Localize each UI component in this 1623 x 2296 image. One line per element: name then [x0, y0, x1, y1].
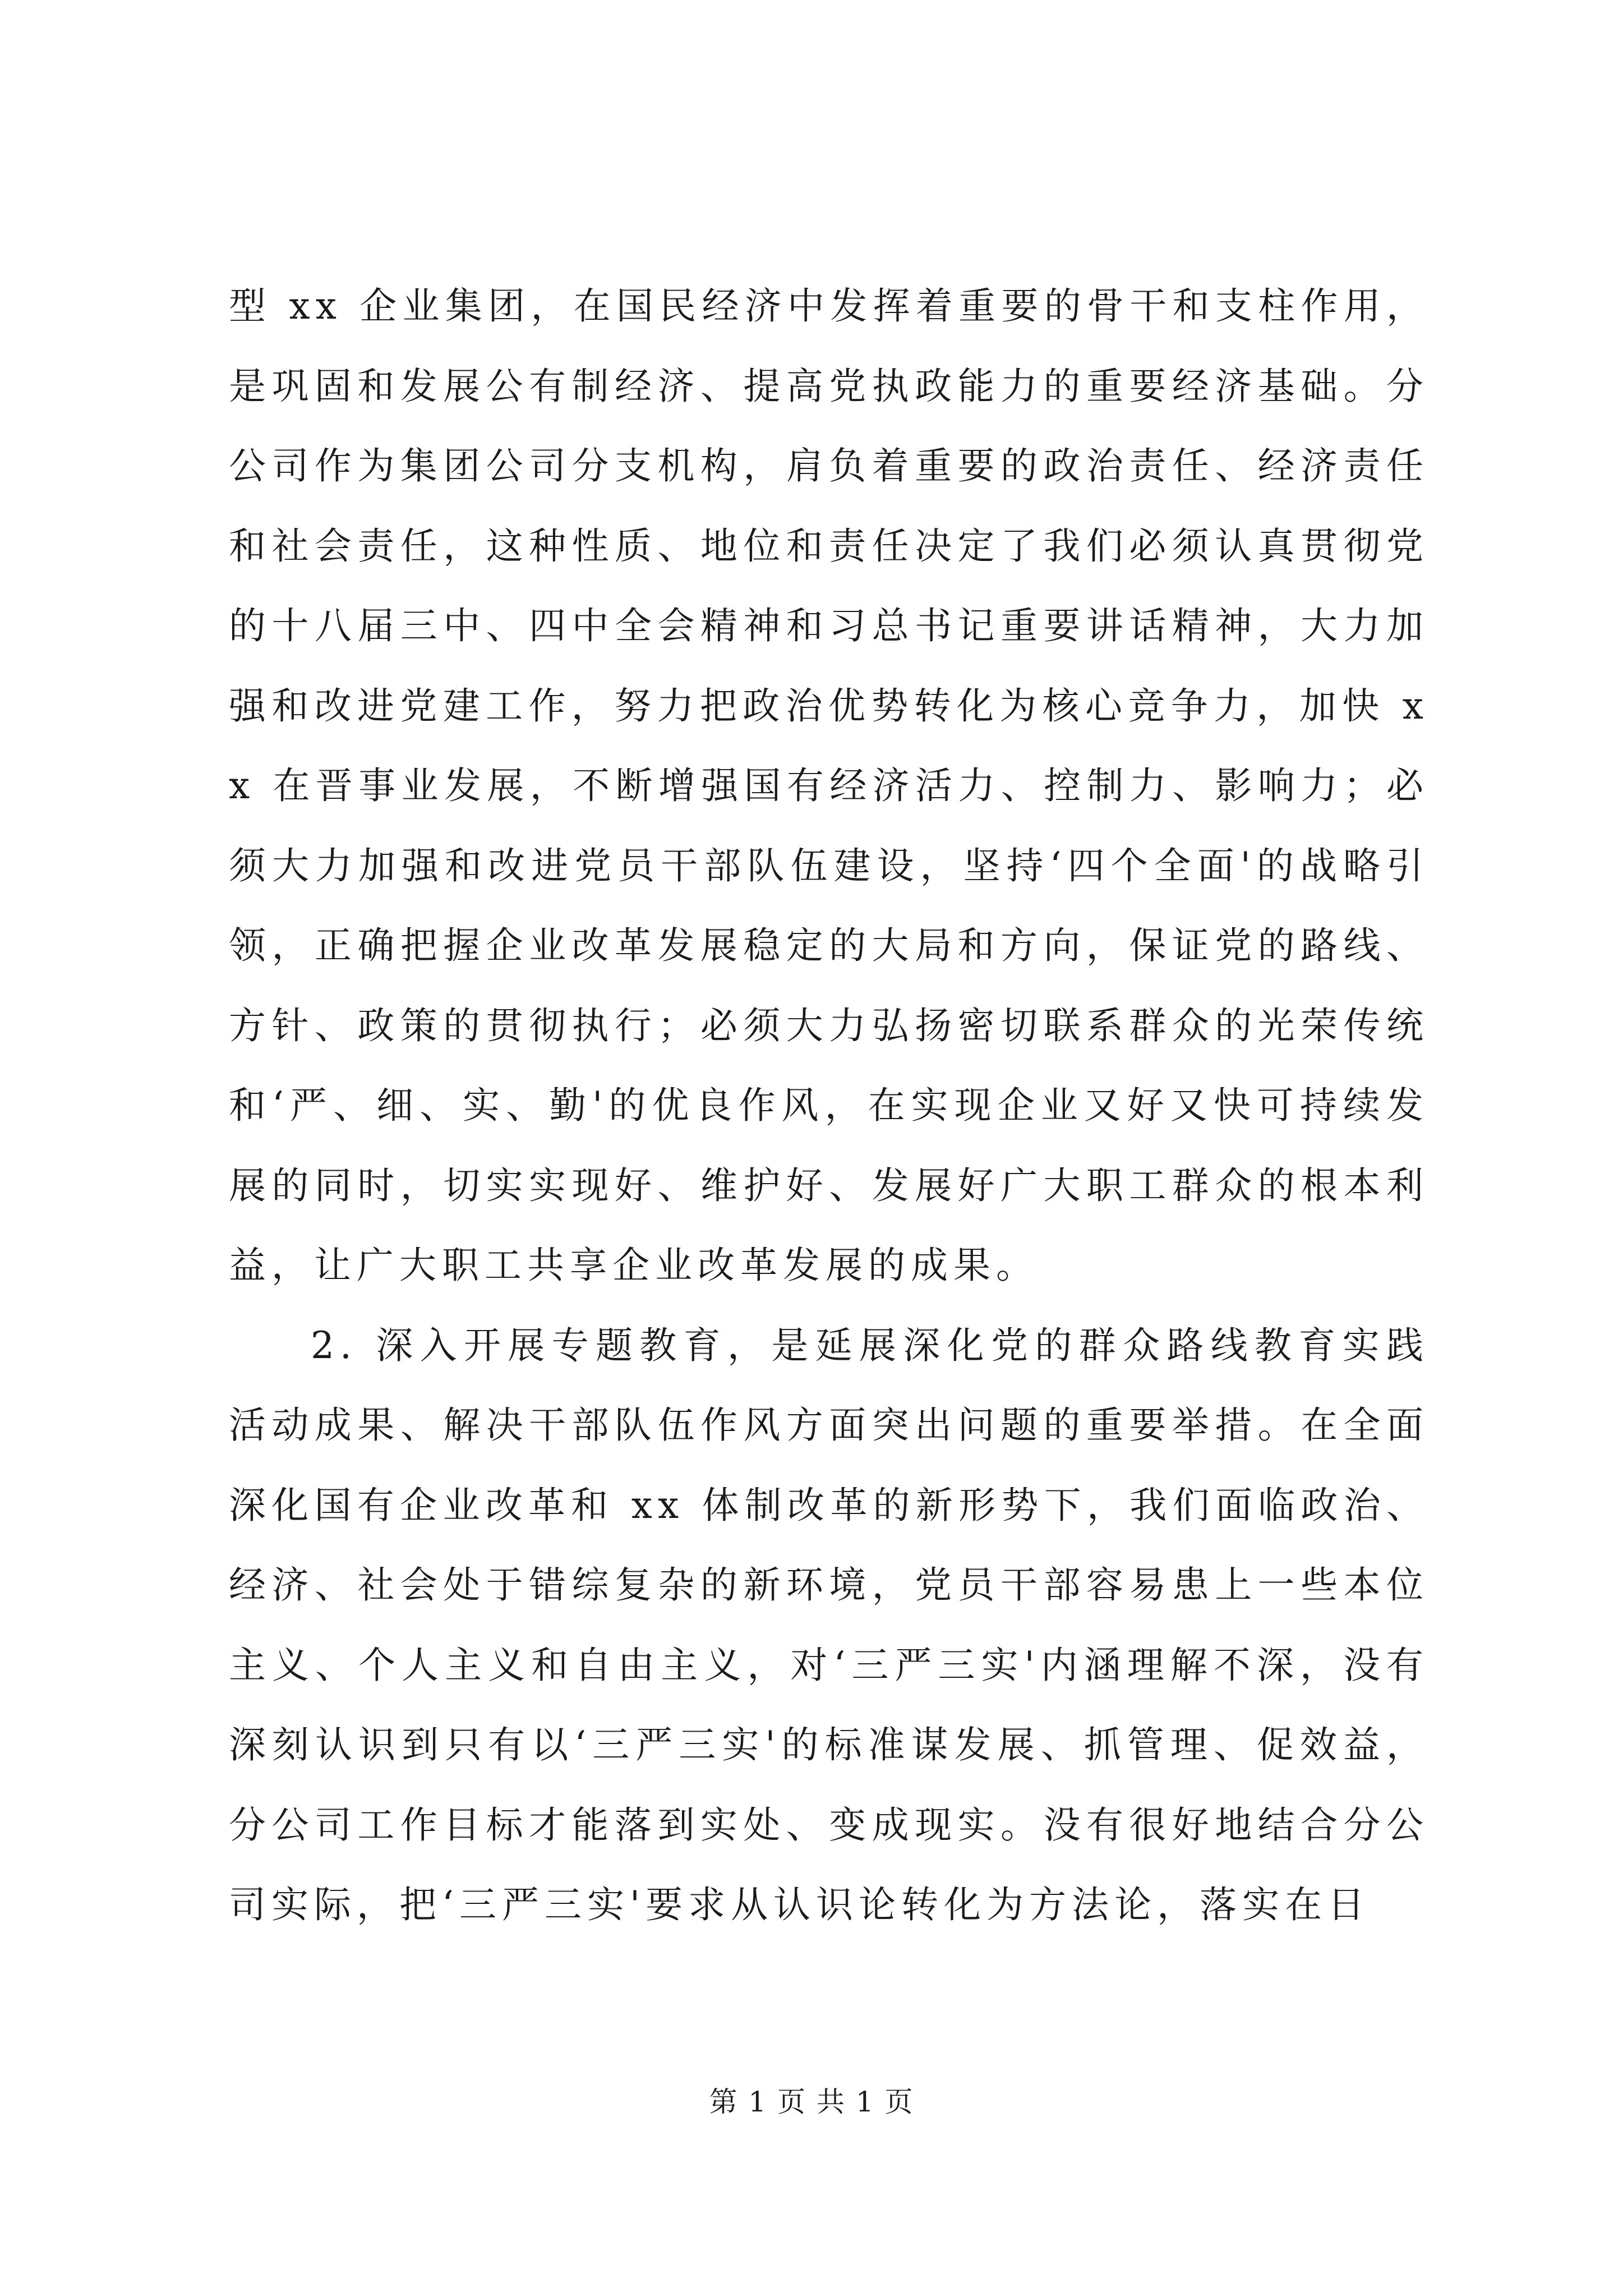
paragraph-2: 2. 深入开展专题教育，是延展深化党的群众路线教育实践活动成果、解决干部队伍作风方面突出问题的重要举措。在全面深化国有企业改革和 xx 体制改革的新形势下，我们面临政治、经济、社会处于错综复杂的新环境，党员干部容易患上一些本位主义、个人主义和自由主义，对‘三严三实'内涵理解不深，没有深刻认识到只有以‘三严三实'的标准谋发展、抓管理、促效益，分公司工作目标才能落到实处、变成现实。没有很好地结合分公司实际，把‘三严三实'要求从认识论转化为方法论，落实在日: [229, 1323, 1429, 1926]
page-footer: 第 1 页 共 1 页: [709, 2086, 914, 2118]
paragraph-1: 型 xx 企业集团，在国民经济中发挥着重要的骨干和支柱作用，是巩固和发展公有制经济、提高党执政能力的重要经济基础。分公司作为集团公司分支机构，肩负着重要的政治责任、经济责任和社会责任，这种性质、地位和责任决定了我们必须认真贯彻党的十八届三中、四中全会精神和习总书记重要讲话精神，大力加强和改进党建工作，努力把政治优势转化为核心竞争力，加快 xx 在晋事业发展，不断增强国有经济活力、控制力、影响力；必须大力加强和改进党员干部队伍建设，坚持‘四个全面'的战略引领，正确把握企业改革发展稳定的大局和方向，保证党的路线、方针、政策的贯彻执行；必须大力弘扬密切联系群众的光荣传统和‘严、细、实、勤'的优良作风，在实现企业又好又快可持续发展的同时，切实实现好、维护好、发展好广大职工群众的根本利益，让广大职工共享企业改革发展的成果。: [229, 284, 1429, 1287]
document-body: [229, 266, 1429, 1945]
